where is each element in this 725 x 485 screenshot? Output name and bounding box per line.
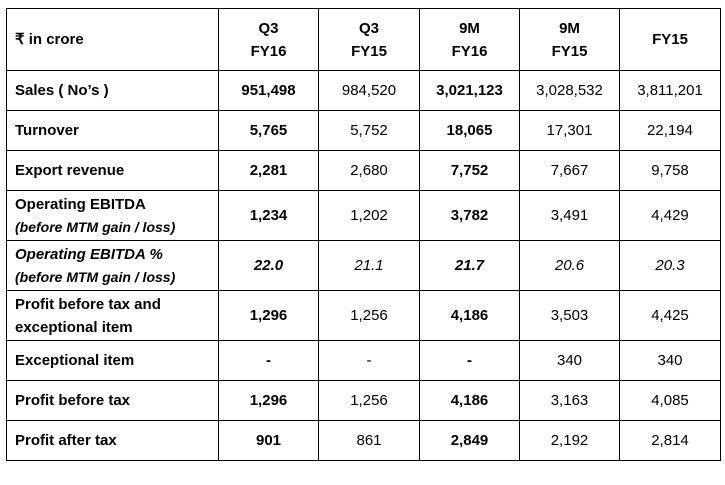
table-cell: 7,667 <box>520 151 620 191</box>
table-cell: 3,163 <box>520 381 620 421</box>
table-cell: 4,186 <box>420 381 520 421</box>
table-cell: 2,849 <box>420 421 520 461</box>
table-cell: 4,085 <box>620 381 721 421</box>
table-cell: 3,491 <box>520 191 620 241</box>
table-row <box>7 241 721 291</box>
table-cell: 5,752 <box>319 111 420 151</box>
table-cell: 22,194 <box>620 111 721 151</box>
table-row <box>7 421 721 461</box>
table-cell: 3,021,123 <box>420 71 520 111</box>
table-cell: 21.7 <box>420 241 520 291</box>
table-cell: 1,202 <box>319 191 420 241</box>
financial-results-table <box>6 8 721 461</box>
table-row <box>7 111 721 151</box>
table-cell: - <box>219 341 319 381</box>
table-cell: 3,811,201 <box>620 71 721 111</box>
table-cell: 3,782 <box>420 191 520 241</box>
table-cell: 1,234 <box>219 191 319 241</box>
table-cell: 4,425 <box>620 291 721 341</box>
table-cell: 2,680 <box>319 151 420 191</box>
table-cell: 901 <box>219 421 319 461</box>
row-label: Turnover <box>7 111 219 151</box>
column-header-9m-fy15: 9M FY15 <box>520 9 620 71</box>
header-row <box>7 9 721 71</box>
table-cell: 340 <box>520 341 620 381</box>
table-row <box>7 191 721 241</box>
table-cell: 7,752 <box>420 151 520 191</box>
row-label: Sales ( No’s ) <box>7 71 219 111</box>
row-label: Profit before tax and exceptional item <box>7 291 219 341</box>
column-header-9m-fy16: 9M FY16 <box>420 9 520 71</box>
table-cell: 4,186 <box>420 291 520 341</box>
table-row <box>7 291 721 341</box>
table-cell: 22.0 <box>219 241 319 291</box>
table-cell: 1,296 <box>219 381 319 421</box>
table-cell: 861 <box>319 421 420 461</box>
table-cell: 984,520 <box>319 71 420 111</box>
table-cell: - <box>420 341 520 381</box>
row-label: Profit before tax <box>7 381 219 421</box>
table-cell: 5,765 <box>219 111 319 151</box>
column-header-fy15: FY15 <box>620 9 721 71</box>
table-row <box>7 71 721 111</box>
table-cell: 2,192 <box>520 421 620 461</box>
table-cell: 18,065 <box>420 111 520 151</box>
table-cell: 1,296 <box>219 291 319 341</box>
row-label: Operating EBITDA (before MTM gain / loss) <box>7 191 219 241</box>
table-cell: 2,281 <box>219 151 319 191</box>
table-cell: - <box>319 341 420 381</box>
table-cell: 9,758 <box>620 151 721 191</box>
column-header-q3-fy16: Q3 FY16 <box>219 9 319 71</box>
table-row <box>7 381 721 421</box>
table-cell: 21.1 <box>319 241 420 291</box>
table-cell: 2,814 <box>620 421 721 461</box>
table-cell: 1,256 <box>319 381 420 421</box>
table-cell: 20.3 <box>620 241 721 291</box>
table-cell: 3,028,532 <box>520 71 620 111</box>
table-cell: 4,429 <box>620 191 721 241</box>
unit-label: ₹ in crore <box>7 9 219 71</box>
column-header-q3-fy15: Q3 FY15 <box>319 9 420 71</box>
row-label: Profit after tax <box>7 421 219 461</box>
table-cell: 3,503 <box>520 291 620 341</box>
table-cell: 340 <box>620 341 721 381</box>
table-cell: 1,256 <box>319 291 420 341</box>
table-row <box>7 151 721 191</box>
table-cell: 20.6 <box>520 241 620 291</box>
table-cell: 951,498 <box>219 71 319 111</box>
table-cell: 17,301 <box>520 111 620 151</box>
table-row <box>7 341 721 381</box>
row-label: Exceptional item <box>7 341 219 381</box>
row-label: Operating EBITDA % (before MTM gain / loss) <box>7 241 219 291</box>
row-label: Export revenue <box>7 151 219 191</box>
